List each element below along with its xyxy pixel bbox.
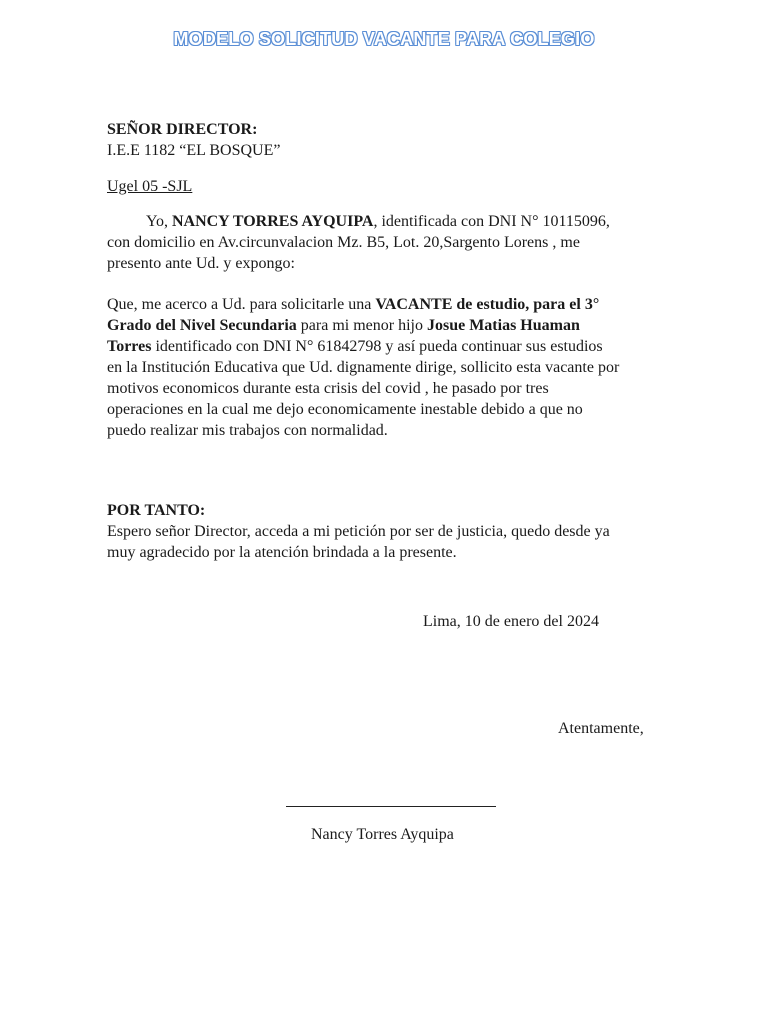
body-line-4: en la Institución Educativa que Ud. dignamente dirige, sollicito esta vacante por [107,359,620,376]
document-title: MODELO SOLICITUD VACANTE PARA COLEGIO [173,29,595,49]
body-line-6: operaciones en la cual me dejo economicamente inestable debido a que no [107,401,583,418]
intro-text: , identificada con DNI N° 10115096, [373,213,610,230]
closing-line-2: muy agradecido por la atención brindada a la presente. [107,544,457,561]
body-line-3 [107,336,687,357]
intro-line-1 [146,211,726,232]
recipient-school: I.E.E 1182 “EL BOSQUE” [107,142,281,159]
recipient-ugel: Ugel 05 -SJL [107,178,193,195]
body-line-5: motivos economicos durante esta crisis del covid , he pasado por tres [107,380,549,397]
salutation: Atentamente, [558,720,644,737]
body-line-7: puedo realizar mis trabajos con normalidad. [107,422,388,439]
body-line-2 [107,315,687,336]
intro-line-2: con domicilio en Av.circunvalacion Mz. B5, Lot. 20,Sargento Lorens , me [107,234,580,251]
recipient-heading: SEÑOR DIRECTOR: [107,121,258,138]
signature-line [286,806,496,807]
signature-name: Nancy Torres Ayquipa [311,826,454,843]
student-name: Torres [107,338,152,355]
body-text: Que, me acerco a Ud. para solicitarle una [107,296,376,313]
applicant-name: NANCY TORRES AYQUIPA [171,213,374,230]
body-emphasis: VACANTE de estudio, para el 3° [375,296,600,313]
closing-heading: POR TANTO: [107,502,206,519]
body-text: identificado con DNI N° 61842798 y así pueda continuar sus estudios [151,338,603,355]
intro-line-3: presento ante Ud. y expongo: [107,255,295,272]
closing-line-1: Espero señor Director, acceda a mi petición por ser de justicia, quedo desde ya [107,523,610,540]
date-line: Lima, 10 de enero del 2024 [423,613,599,630]
body-line-1 [107,294,687,315]
intro-text: Yo, [146,213,172,230]
body-text: para mi menor hijo [296,317,427,334]
body-emphasis: Grado del Nivel Secundaria [107,317,297,334]
student-name: Josue Matias Huaman [426,317,580,334]
